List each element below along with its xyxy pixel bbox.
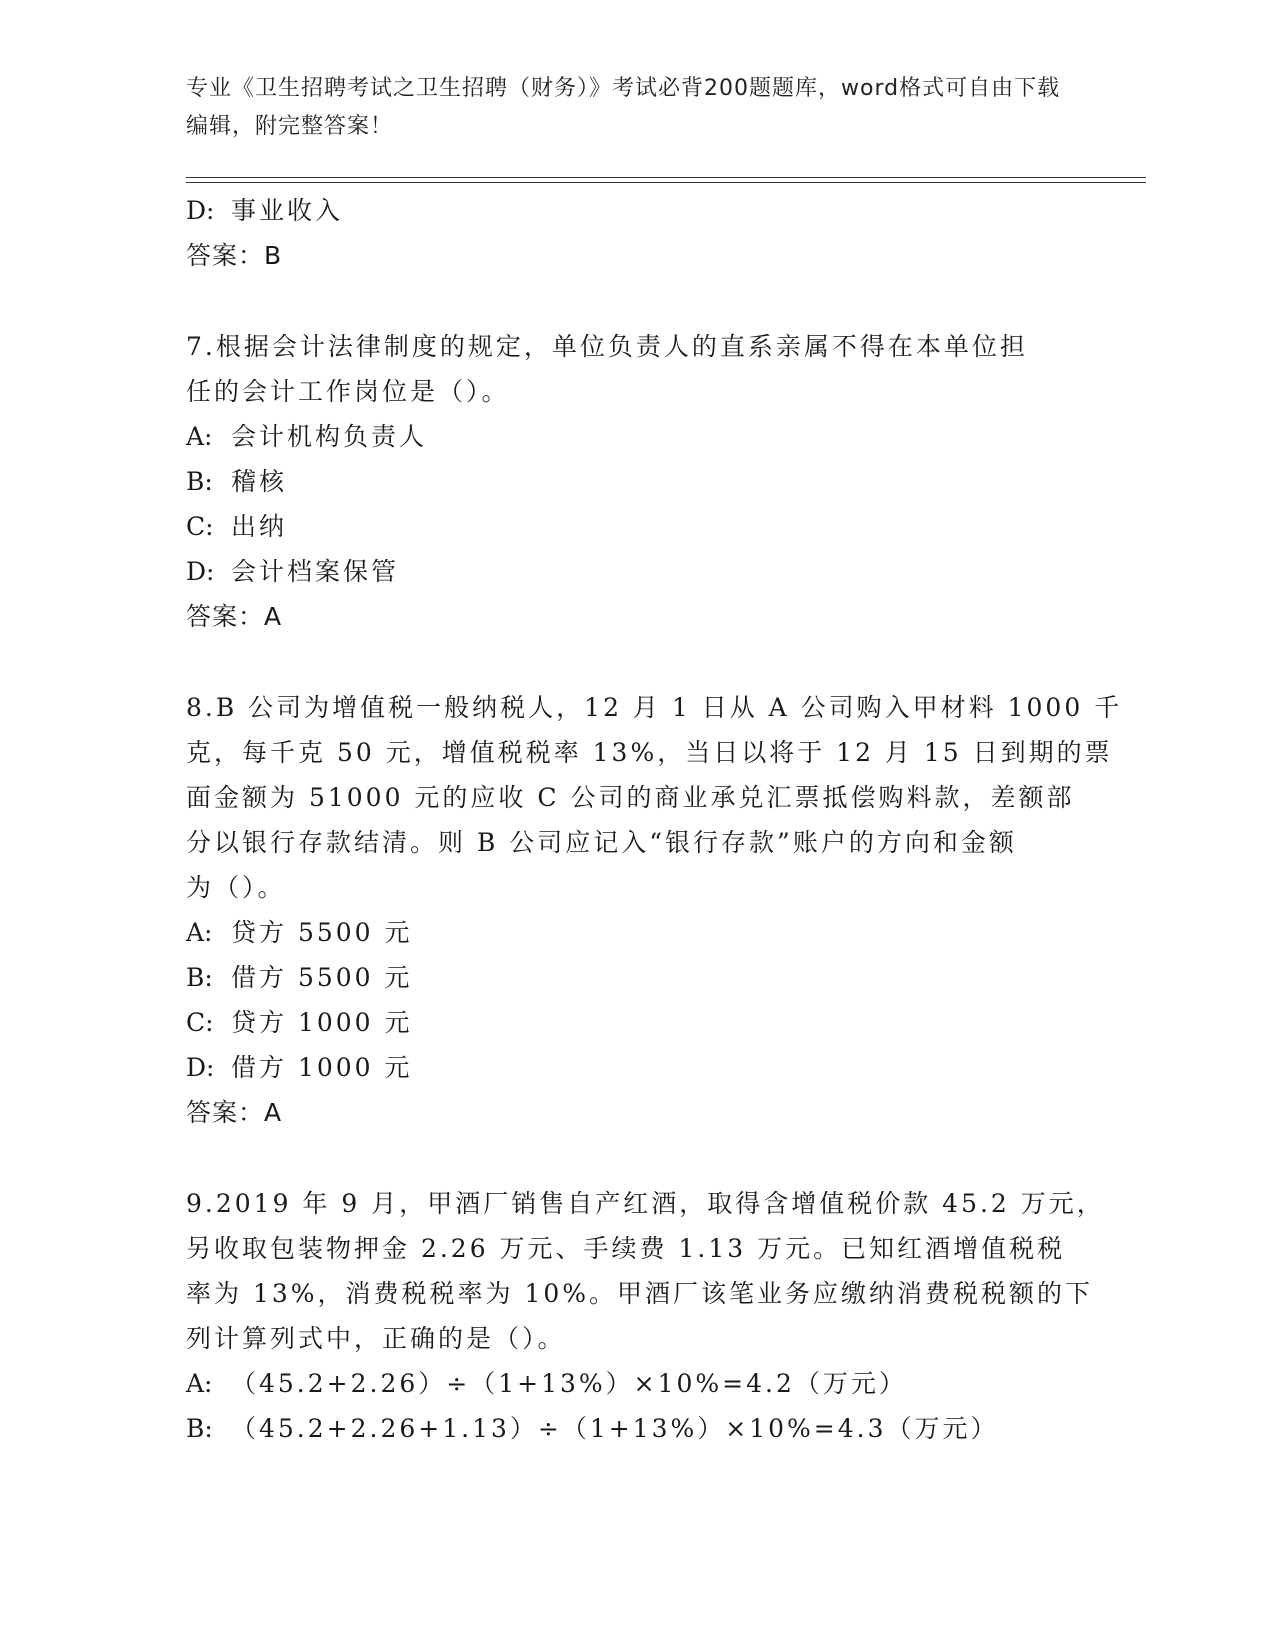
question-stem-line: 克，每千克 50 元，增值税税率 13%，当日以将于 12 月 15 日到期的票 bbox=[186, 738, 1113, 767]
question-stem-line: 率为 13%，消费税税率为 10%。甲酒厂该笔业务应缴纳消费税税额的下 bbox=[186, 1279, 1094, 1308]
option-text: 稽核 bbox=[231, 467, 288, 496]
header-divider bbox=[186, 177, 1146, 183]
question-9 bbox=[186, 1181, 1105, 1451]
option-text: 出纳 bbox=[231, 512, 288, 541]
option-b bbox=[186, 1406, 1086, 1451]
page-header bbox=[186, 70, 1066, 146]
option-label: D: bbox=[186, 196, 215, 225]
option-label: D: bbox=[186, 1053, 215, 1082]
question-stem-line: 另收取包装物押金 2.26 万元、手续费 1.13 万元。已知红酒增值税税 bbox=[186, 1234, 1066, 1263]
option-a bbox=[186, 1361, 1086, 1406]
option-text: （45.2+2.26）÷（1+13%）×10%=4.2（万元） bbox=[231, 1369, 907, 1398]
option-label: D: bbox=[186, 557, 215, 586]
option-label: A: bbox=[186, 918, 213, 947]
option-d bbox=[186, 549, 1086, 594]
option-c bbox=[186, 504, 1086, 549]
answer-line: 答案：A bbox=[186, 602, 283, 631]
option-b bbox=[186, 955, 1086, 1000]
option-label: C: bbox=[186, 1008, 214, 1037]
document-body bbox=[186, 188, 1123, 1451]
question-8 bbox=[186, 685, 1123, 1135]
question-7 bbox=[186, 324, 1086, 639]
question-stem-line: 7.根据会计法律制度的规定，单位负责人的直系亲属不得在本单位担 bbox=[186, 332, 1028, 361]
option-text: 贷方 1000 元 bbox=[231, 1008, 413, 1037]
option-label: B: bbox=[186, 1414, 213, 1443]
option-text: 事业收入 bbox=[231, 196, 344, 225]
option-label: B: bbox=[186, 467, 213, 496]
option-text: 借方 5500 元 bbox=[231, 963, 413, 992]
option-text: 贷方 5500 元 bbox=[231, 918, 413, 947]
answer-line: 答案：B bbox=[186, 241, 283, 270]
option-label: A: bbox=[186, 422, 213, 451]
question-stem-line: 列计算列式中，正确的是（）。 bbox=[186, 1324, 566, 1353]
option-a bbox=[186, 414, 1086, 459]
question-stem-line: 9.2019 年 9 月，甲酒厂销售自产红酒，取得含增值税价款 45.2 万元， bbox=[186, 1189, 1105, 1218]
answer-line: 答案：A bbox=[186, 1098, 283, 1127]
option-d bbox=[186, 188, 1086, 233]
option-label: A: bbox=[186, 1369, 213, 1398]
option-text: 会计机构负责人 bbox=[231, 422, 428, 451]
question-stem-line: 面金额为 51000 元的应收 C 公司的商业承兑汇票抵偿购料款，差额部 bbox=[186, 783, 1075, 812]
option-text: 会计档案保管 bbox=[231, 557, 400, 586]
option-c bbox=[186, 1000, 1086, 1045]
header-text: 专业《卫生招聘考试之卫生招聘（财务）》考试必背200题题库，word格式可自由下载编辑，附完整答案！ bbox=[186, 76, 1061, 139]
option-text: （45.2+2.26+1.13）÷（1+13%）×10%=4.3（万元） bbox=[231, 1414, 999, 1443]
option-text: 借方 1000 元 bbox=[231, 1053, 413, 1082]
question-stem-line: 8.B 公司为增值税一般纳税人，12 月 1 日从 A 公司购入甲材料 1000 千 bbox=[186, 693, 1123, 722]
option-a bbox=[186, 910, 1086, 955]
question-stem-line: 分以银行存款结清。则 B 公司应记入“银行存款”账户的方向和金额 bbox=[186, 828, 1017, 857]
question-stem-line: 任的会计工作岗位是（）。 bbox=[186, 377, 510, 406]
question-stem-line: 为（）。 bbox=[186, 873, 286, 902]
option-label: C: bbox=[186, 512, 214, 541]
option-b bbox=[186, 459, 1086, 504]
option-label: B: bbox=[186, 963, 213, 992]
option-d bbox=[186, 1045, 1086, 1090]
